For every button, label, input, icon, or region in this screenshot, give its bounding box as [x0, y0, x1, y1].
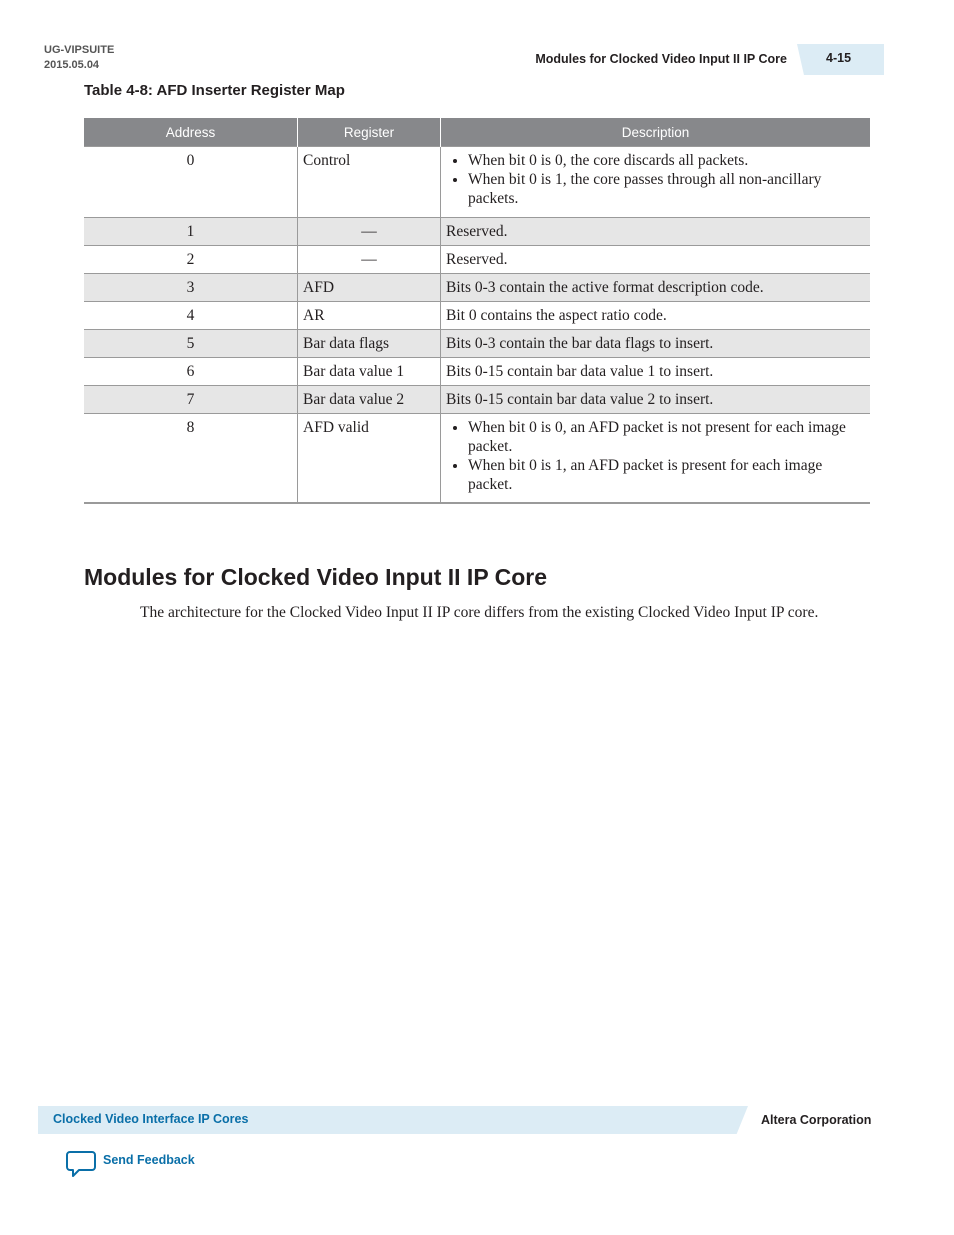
list-item: • When bit 0 is 0, an AFD packet is not present for each image packet.	[468, 418, 865, 456]
cell-description: Reserved.	[441, 218, 871, 246]
speech-bubble-icon[interactable]	[66, 1150, 96, 1178]
cell-address: 3	[84, 274, 298, 302]
table-caption: Table 4-8: AFD Inserter Register Map	[84, 82, 345, 99]
table-row	[84, 246, 870, 274]
cell-description: Bits 0-15 contain bar data value 2 to insert.	[441, 386, 871, 414]
column-header-address: Address	[84, 118, 298, 147]
cell-address: 1	[84, 218, 298, 246]
table-row	[84, 218, 870, 246]
cell-address: 8	[84, 414, 298, 504]
cell-register: AFD	[298, 274, 441, 302]
cell-address: 2	[84, 246, 298, 274]
cell-description: Bits 0-15 contain bar data value 1 to insert.	[441, 358, 871, 386]
cell-register: Bar data value 2	[298, 386, 441, 414]
cell-description: Bits 0-3 contain the bar data flags to insert.	[441, 330, 871, 358]
table-row	[84, 274, 870, 302]
table-row	[84, 414, 870, 504]
cell-description: Bit 0 contains the aspect ratio code.	[441, 302, 871, 330]
description-bullet-list	[446, 151, 865, 208]
cell-address: 4	[84, 302, 298, 330]
cell-description	[441, 414, 871, 504]
doc-date: 2015.05.04	[44, 59, 100, 71]
table-row	[84, 330, 870, 358]
cell-address: 7	[84, 386, 298, 414]
table-row	[84, 302, 870, 330]
register-map-table	[84, 118, 870, 504]
column-header-register: Register	[298, 118, 441, 147]
column-header-description: Description	[441, 118, 871, 147]
table-row	[84, 386, 870, 414]
send-feedback-link[interactable]: Send Feedback	[103, 1153, 195, 1167]
table-row	[84, 358, 870, 386]
doc-id: UG-VIPSUITE	[44, 44, 115, 56]
footer-chapter-link[interactable]: Clocked Video Interface IP Cores	[53, 1112, 249, 1126]
cell-description: Bits 0-3 contain the active format description code.	[441, 274, 871, 302]
cell-address: 6	[84, 358, 298, 386]
section-heading: Modules for Clocked Video Input II IP Core	[84, 564, 548, 590]
table-header-row	[84, 118, 870, 147]
cell-register: —	[298, 246, 441, 274]
header-section-title: Modules for Clocked Video Input II IP Core	[535, 52, 787, 66]
cell-register: Control	[298, 147, 441, 218]
footer-company: Altera Corporation	[761, 1113, 872, 1127]
cell-register: AR	[298, 302, 441, 330]
list-item: • When bit 0 is 1, the core passes through all non-ancillary packets.	[468, 170, 865, 208]
cell-register: AFD valid	[298, 414, 441, 504]
description-bullet-list	[446, 418, 865, 494]
cell-description	[441, 147, 871, 218]
list-item: • When bit 0 is 1, an AFD packet is present for each image packet.	[468, 456, 865, 494]
section-body-paragraph: The architecture for the Clocked Video Input II IP core differs from the existing Clocked Video Input IP core.	[140, 604, 819, 621]
cell-description: Reserved.	[441, 246, 871, 274]
cell-address: 5	[84, 330, 298, 358]
cell-address: 0	[84, 147, 298, 218]
cell-register: —	[298, 218, 441, 246]
table-row	[84, 147, 870, 218]
cell-register: Bar data flags	[298, 330, 441, 358]
header-page-number: 4-15	[826, 51, 852, 65]
doc-id-block	[44, 43, 114, 73]
list-item: • When bit 0 is 0, the core discards all packets.	[468, 151, 865, 170]
cell-register: Bar data value 1	[298, 358, 441, 386]
